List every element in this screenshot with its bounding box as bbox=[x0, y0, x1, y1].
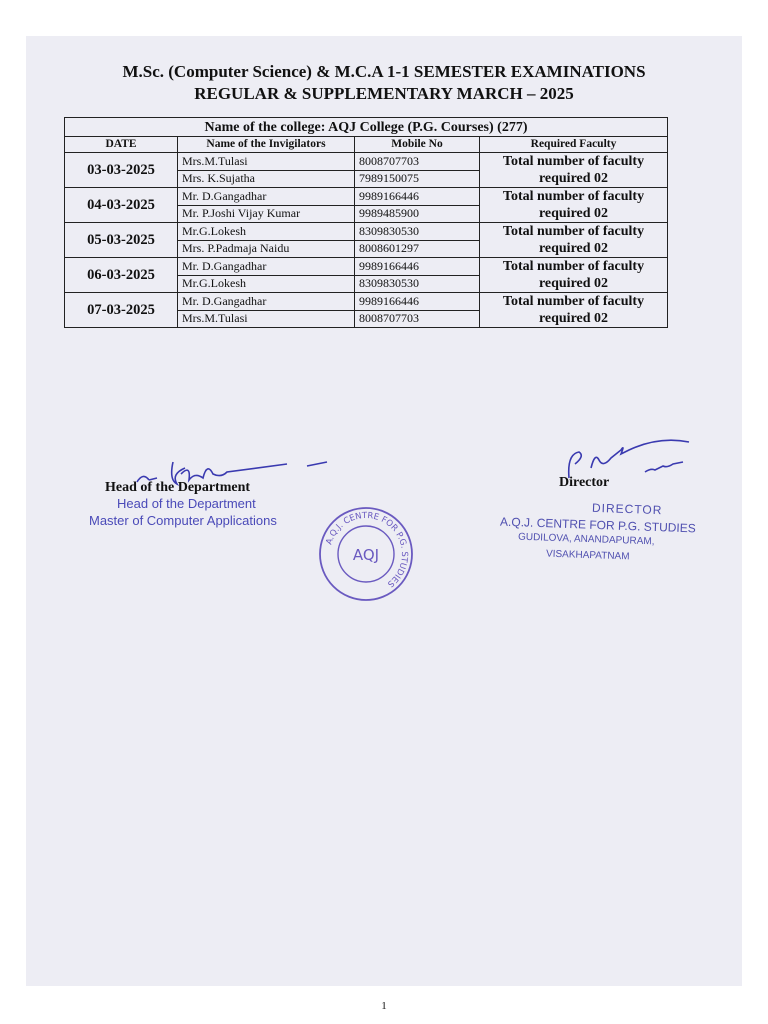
duty-date: 04-03-2025 bbox=[65, 188, 178, 223]
exam-subtitle: REGULAR & SUPPLEMENTARY MARCH – 2025 bbox=[194, 84, 574, 103]
invigilator-name: Mrs. P.Padmaja Naidu bbox=[178, 240, 355, 258]
required-faculty-line1: Total number of faculty bbox=[502, 189, 645, 204]
invigilator-name: Mr. D.Gangadhar bbox=[178, 258, 355, 276]
director-stamp-line2: A.Q.J. CENTRE FOR P.G. STUDIES bbox=[499, 514, 696, 536]
hod-stamp-line2: Master of Computer Applications bbox=[89, 513, 277, 528]
seal-center-text: AQJ bbox=[352, 546, 380, 564]
invigilator-name: Mr. D.Gangadhar bbox=[178, 188, 355, 206]
page-number: 1 bbox=[381, 1000, 387, 1012]
invigilator-name: Mr. P.Joshi Vijay Kumar bbox=[178, 205, 355, 223]
table-row bbox=[65, 153, 668, 171]
table-row bbox=[65, 258, 668, 276]
invigilator-name: Mrs. K.Sujatha bbox=[178, 170, 355, 188]
invigilator-mobile: 8309830530 bbox=[355, 223, 480, 241]
invigilator-mobile: 8008601297 bbox=[355, 240, 480, 258]
hod-label: Head of the Department bbox=[105, 480, 251, 495]
invigilator-name: Mrs.M.Tulasi bbox=[178, 153, 355, 171]
table-row bbox=[65, 293, 668, 311]
table-header-row bbox=[65, 137, 668, 153]
invigilator-mobile: 9989166446 bbox=[355, 258, 480, 276]
director-label: Director bbox=[559, 475, 610, 490]
exam-title: M.Sc. (Computer Science) & M.C.A 1-1 SEMESTER EXAMINATIONS bbox=[122, 62, 646, 81]
col-required-faculty: Required Faculty bbox=[480, 137, 668, 153]
required-faculty-line1: Total number of faculty bbox=[502, 224, 645, 239]
invigilation-table bbox=[64, 117, 668, 328]
invigilator-name: Mr.G.Lokesh bbox=[178, 223, 355, 241]
required-faculty bbox=[480, 153, 668, 188]
invigilator-mobile: 8008707703 bbox=[355, 153, 480, 171]
director-stamp-line4: VISAKHAPATNAM bbox=[545, 548, 630, 563]
duty-date: 07-03-2025 bbox=[65, 293, 178, 328]
required-faculty-line2: required 02 bbox=[538, 206, 609, 221]
required-faculty-line2: required 02 bbox=[538, 311, 609, 326]
required-faculty-line1: Total number of faculty bbox=[502, 154, 645, 169]
invigilator-mobile: 9989166446 bbox=[355, 293, 480, 311]
director-stamp-line1: DIRECTOR bbox=[591, 500, 663, 518]
invigilator-mobile: 8309830530 bbox=[355, 275, 480, 293]
duty-date: 03-03-2025 bbox=[65, 153, 178, 188]
college-name: Name of the college: AQJ College (P.G. Courses) (277) bbox=[65, 118, 668, 137]
table-row bbox=[65, 223, 668, 241]
required-faculty-line1: Total number of faculty bbox=[502, 294, 645, 309]
col-mobile: Mobile No bbox=[355, 137, 480, 153]
director-stamp-line3: GUDILOVA, ANANDAPURAM, bbox=[517, 531, 655, 548]
col-invigilators: Name of the Invigilators bbox=[178, 137, 355, 153]
required-faculty bbox=[480, 223, 668, 258]
hod-stamp-line1: Head of the Department bbox=[117, 496, 256, 511]
invigilator-name: Mrs.M.Tulasi bbox=[178, 310, 355, 328]
required-faculty-line1: Total number of faculty bbox=[502, 259, 645, 274]
required-faculty-line2: required 02 bbox=[538, 241, 609, 256]
invigilator-name: Mr. D.Gangadhar bbox=[178, 293, 355, 311]
required-faculty-line2: required 02 bbox=[538, 276, 609, 291]
invigilator-mobile: 9989485900 bbox=[355, 205, 480, 223]
duty-date: 05-03-2025 bbox=[65, 223, 178, 258]
table-row bbox=[65, 188, 668, 206]
required-faculty bbox=[480, 293, 668, 328]
col-date: DATE bbox=[65, 137, 178, 153]
invigilator-mobile: 8008707703 bbox=[355, 310, 480, 328]
required-faculty bbox=[480, 258, 668, 293]
college-seal bbox=[316, 504, 416, 604]
seal-ring-text: A.Q.J. CENTRE FOR P.G. STUDIES bbox=[324, 510, 410, 589]
duty-date: 06-03-2025 bbox=[65, 258, 178, 293]
invigilator-mobile: 9989166446 bbox=[355, 188, 480, 206]
required-faculty bbox=[480, 188, 668, 223]
invigilator-mobile: 7989150075 bbox=[355, 170, 480, 188]
required-faculty-line2: required 02 bbox=[538, 171, 609, 186]
invigilator-name: Mr.G.Lokesh bbox=[178, 275, 355, 293]
